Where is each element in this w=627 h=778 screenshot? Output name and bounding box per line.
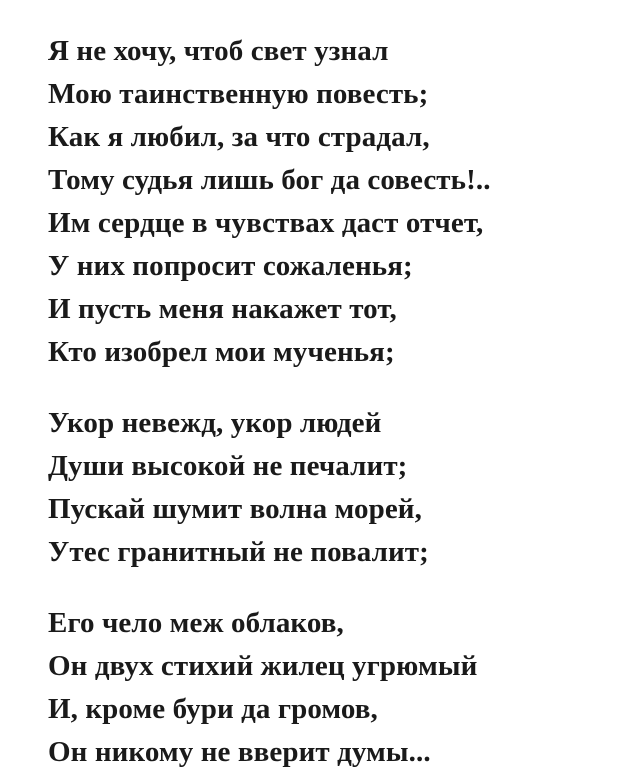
poem-line: Я не хочу, чтоб свет узнал <box>48 35 389 67</box>
poem-line: Мою таинственную повесть; <box>48 78 429 110</box>
poem-line: Он никому не вверит думы... <box>48 736 431 768</box>
poem-line: Пускай шумит волна морей, <box>48 493 422 525</box>
poem-line: Его чело меж облаков, <box>48 607 344 639</box>
poem-line: Как я любил, за что страдал, <box>48 121 430 153</box>
poem-line: Кто изобрел мои мученья; <box>48 336 395 368</box>
stanza-1 <box>48 30 627 374</box>
stanza-2 <box>48 402 627 574</box>
stanza-3 <box>48 602 627 774</box>
poem-line: У них попросит сожаленья; <box>48 250 413 282</box>
poem-line: Утес гранитный не повалит; <box>48 536 429 568</box>
poem-line: Тому судья лишь бог да совесть!.. <box>48 164 491 196</box>
poem-line: Укор невежд, укор людей <box>48 407 382 439</box>
poem-line: И пусть меня накажет тот, <box>48 293 397 325</box>
poem-line: И, кроме бури да громов, <box>48 693 378 725</box>
poem-line: Он двух стихий жилец угрюмый <box>48 650 478 682</box>
poem-line: Души высокой не печалит; <box>48 450 408 482</box>
poem-line: Им сердце в чувствах даст отчет, <box>48 207 484 239</box>
